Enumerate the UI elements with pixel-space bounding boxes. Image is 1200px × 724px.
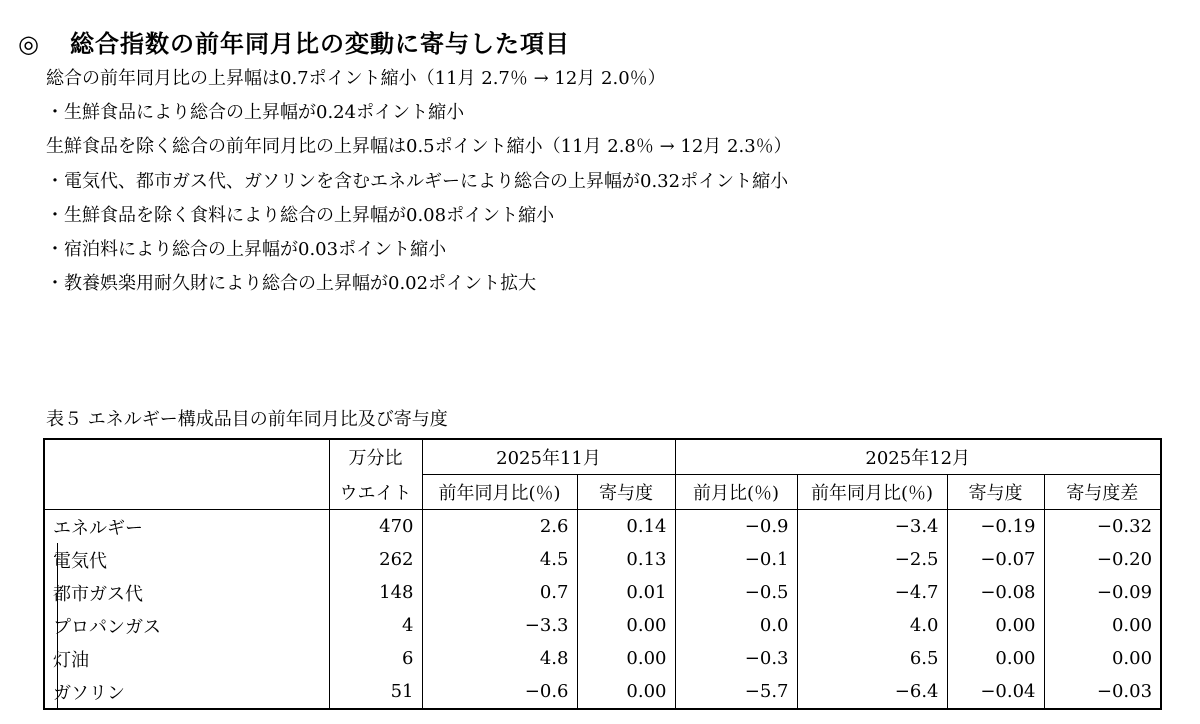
row-name: ガソリン xyxy=(44,675,329,709)
double-circle-icon: ◎ xyxy=(18,30,40,58)
row-dec-mom: −0.9 xyxy=(675,510,797,544)
row-dec-mom: 0.0 xyxy=(675,609,797,642)
row-dec-diff: 0.00 xyxy=(1044,642,1161,675)
header-dec: 2025年12月 xyxy=(675,439,1161,475)
row-dec-yoy: −3.4 xyxy=(797,510,947,544)
table-row xyxy=(44,609,1161,642)
row-dec-diff: −0.32 xyxy=(1044,510,1161,544)
row-dec-yoy: 6.5 xyxy=(797,642,947,675)
row-name: エネルギー xyxy=(44,510,329,544)
table-row xyxy=(44,543,1161,576)
summary-line: ・教養娯楽用耐久財により総合の上昇幅が0.02ポイント拡大 xyxy=(46,273,537,295)
summary-line: ・宿泊料により総合の上昇幅が0.03ポイント縮小 xyxy=(46,238,447,260)
row-nov-contrib: 0.14 xyxy=(577,510,675,544)
header-dec-mom: 前月比(％) xyxy=(675,475,797,510)
header-dec-contrib: 寄与度 xyxy=(947,475,1044,510)
header-weight-bottom: ウエイト xyxy=(329,475,422,510)
row-nov-yoy: 4.5 xyxy=(422,543,577,576)
row-dec-contrib: −0.07 xyxy=(947,543,1044,576)
summary-line: ・生鮮食品により総合の上昇幅が0.24ポイント縮小 xyxy=(46,102,465,124)
summary-text xyxy=(46,62,792,301)
row-nov-contrib: 0.00 xyxy=(577,609,675,642)
summary-line: 総合の前年同月比の上昇幅は0.7ポイント縮小（11月 2.7％ → 12月 2.0％） xyxy=(46,68,666,89)
summary-line: 生鮮食品を除く総合の前年同月比の上昇幅は0.5ポイント縮小（11月 2.8％ → 12月 2.3％） xyxy=(46,136,792,158)
row-dec-diff: −0.09 xyxy=(1044,576,1161,609)
row-dec-yoy: 4.0 xyxy=(797,609,947,642)
row-dec-yoy: −6.4 xyxy=(797,675,947,709)
row-nov-yoy: 4.8 xyxy=(422,642,577,675)
row-name: 都市ガス代 xyxy=(44,576,329,609)
row-nov-yoy: 2.6 xyxy=(422,510,577,544)
row-dec-yoy: −4.7 xyxy=(797,576,947,609)
row-dec-contrib: 0.00 xyxy=(947,609,1044,642)
row-nov-contrib: 0.13 xyxy=(577,543,675,576)
row-weight: 51 xyxy=(329,675,422,709)
row-weight: 470 xyxy=(329,510,422,544)
section-title: 総合指数の前年同月比の変動に寄与した項目 xyxy=(70,30,570,58)
row-dec-diff: 0.00 xyxy=(1044,609,1161,642)
row-nov-contrib: 0.00 xyxy=(577,675,675,709)
row-dec-contrib: −0.04 xyxy=(947,675,1044,709)
row-nov-yoy: −3.3 xyxy=(422,609,577,642)
row-name: 灯油 xyxy=(44,642,329,675)
header-nov-yoy: 前年同月比(％) xyxy=(422,475,577,510)
header-dec-yoy: 前年同月比(％) xyxy=(797,475,947,510)
summary-line: ・生鮮食品を除く食料により総合の上昇幅が0.08ポイント縮小 xyxy=(46,204,555,226)
row-weight: 6 xyxy=(329,642,422,675)
row-dec-mom: −5.7 xyxy=(675,675,797,709)
row-dec-contrib: −0.08 xyxy=(947,576,1044,609)
row-dec-mom: −0.1 xyxy=(675,543,797,576)
row-name: 電気代 xyxy=(44,543,329,576)
row-dec-diff: −0.20 xyxy=(1044,543,1161,576)
row-weight: 4 xyxy=(329,609,422,642)
table-row xyxy=(44,576,1161,609)
row-name: プロパンガス xyxy=(44,609,329,642)
table-row xyxy=(44,642,1161,675)
header-nov: 2025年11月 xyxy=(422,439,675,475)
header-weight-top: 万分比 xyxy=(329,439,422,475)
header-dec-diff: 寄与度差 xyxy=(1044,475,1161,510)
table-row xyxy=(44,675,1161,709)
row-weight: 148 xyxy=(329,576,422,609)
row-weight: 262 xyxy=(329,543,422,576)
energy-table xyxy=(43,438,1162,710)
row-nov-yoy: 0.7 xyxy=(422,576,577,609)
header-blank xyxy=(44,475,329,510)
row-dec-diff: −0.03 xyxy=(1044,675,1161,709)
row-dec-contrib: 0.00 xyxy=(947,642,1044,675)
section-heading xyxy=(18,24,570,59)
header-nov-contrib: 寄与度 xyxy=(577,475,675,510)
row-dec-contrib: −0.19 xyxy=(947,510,1044,544)
table-caption: 表５ エネルギー構成品目の前年同月比及び寄与度 xyxy=(46,409,448,430)
table-row xyxy=(44,510,1161,544)
row-nov-yoy: −0.6 xyxy=(422,675,577,709)
header-blank xyxy=(44,439,329,475)
row-dec-mom: −0.3 xyxy=(675,642,797,675)
row-dec-mom: −0.5 xyxy=(675,576,797,609)
row-nov-contrib: 0.01 xyxy=(577,576,675,609)
row-nov-contrib: 0.00 xyxy=(577,642,675,675)
row-dec-yoy: −2.5 xyxy=(797,543,947,576)
summary-line: ・電気代、都市ガス代、ガソリンを含むエネルギーにより総合の上昇幅が0.32ポイント縮小 xyxy=(46,170,789,192)
